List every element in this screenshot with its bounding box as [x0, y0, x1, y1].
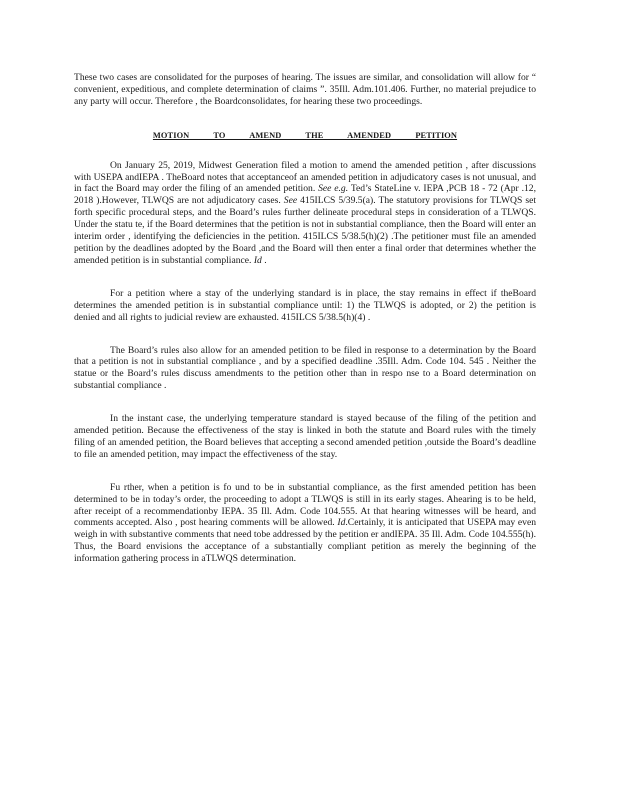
- paragraph-motion: [74, 160, 536, 267]
- paragraph-instant-case: In the instant case, the underlying temperature standard is stayed because of the filing of the petition and amended petition. Because the effectiveness of the stay is linked in both the statute and Board rules with the timely filing of an amended petition, the Board believes that accepting a second amended petition ,outside the Board’s deadline to file an amended petition, may impact the effectiveness of the stay.: [74, 413, 536, 460]
- paragraph-motion-end: .: [264, 254, 267, 266]
- paragraph-further: [74, 482, 536, 565]
- paragraph-stay: For a petition where a stay of the underlying standard is in place, the stay remains in effect if theBoard determines the amended petition is in substantial compliance until: 1) the TLWQS is adopted, or 2) the petition is denied and all rights to judicial review are exhausted. 415ILCS 5/38.5(h)(4) .: [74, 287, 536, 323]
- paragraph-motion-part-b: Ted’s StateLine v. IEPA ,PCB 18 - 72 (Apr .12, 2018 ).However, TLWQS are not adjudicatory cases.: [74, 183, 536, 207]
- citation-signal-see: See: [283, 195, 298, 207]
- paragraph-motion-part-c: 415ILCS 5/39.5(a). The statutory provisions for TLWQS set forth specific procedural steps, and the Board’s rules further delineate procedural steps in consideration of a TLWQS. Under the statu te, if the Board determines that the petition is not in substantial compliance, then the Board will enter an interim order , identifying the deficiencies in the petition. 415ILCS 5/38.5(h)(2) .The petitioner must file an amended petition by the deadlines adopted by the Board ,and the Board will then enter a final order that determines whether the amended petition is in substantial compliance.: [74, 195, 536, 266]
- citation-id: Id: [253, 254, 262, 266]
- citation-id-2: Id: [337, 517, 346, 529]
- intro-paragraph: These two cases are consolidated for the purposes of hearing. The issues are similar, and consolidation will allow for “ convenient, expeditious, and complete determination of claims ”. 35Ill. Adm.101.406. Further, no material prejudice to any party will occur. Therefore , the Boardconsolidates, for hearing these two proceedings.: [74, 72, 536, 107]
- paragraph-further-part-b: .Certainly, it is anticipated that USEPA may even weigh in with substantive comments that need tobe addressed by the petition er andIEPA. 35 Ill. Adm. Code 104.555(h). Thus, the Board envisions the acceptance of a substantially compliant petition as merely the beginning of the information gathering process in aTLWQS determination.: [74, 517, 537, 565]
- paragraph-board-rules: The Board’s rules also allow for an amended petition to be filed in response to a determination by the Board that a petition is not in substantial compliance , and by a specified deadline .35Ill. Adm. Code 104. 545 . Neither the statue or the Board’s rules discuss amendments to the petition other than in respo nse to a Board determination on substantial compliance .: [74, 344, 536, 392]
- document-page: [74, 72, 536, 565]
- section-heading: MOTION TO AMEND THE AMENDED PETITION: [152, 130, 458, 140]
- paragraph-further-part-a: Fu rther, when a petition is fo und to be in substantial compliance, as the first amended petition has been determined to be in today’s order, the proceeding to adopt a TLWQS is still in its early stages. Ahearing is to be held, after receipt of a recommendationby IEPA. 35 Ill. Adm. Code 104.555. At that hearing witnesses will be heard, and comments accepted. Also , post hearing comments will be allowed.: [74, 481, 536, 529]
- paragraph-motion-part-a: On January 25, 2019, Midwest Generation filed a motion to amend the amended petition , after discussions with USEPA andIEPA . TheBoard notes that acceptanceof an amended petition in adjudicatory cases is not unusual, and in fact the Board may order the filing of an amended petition.: [74, 159, 536, 195]
- citation-signal-see-eg: See e.g.: [318, 183, 349, 195]
